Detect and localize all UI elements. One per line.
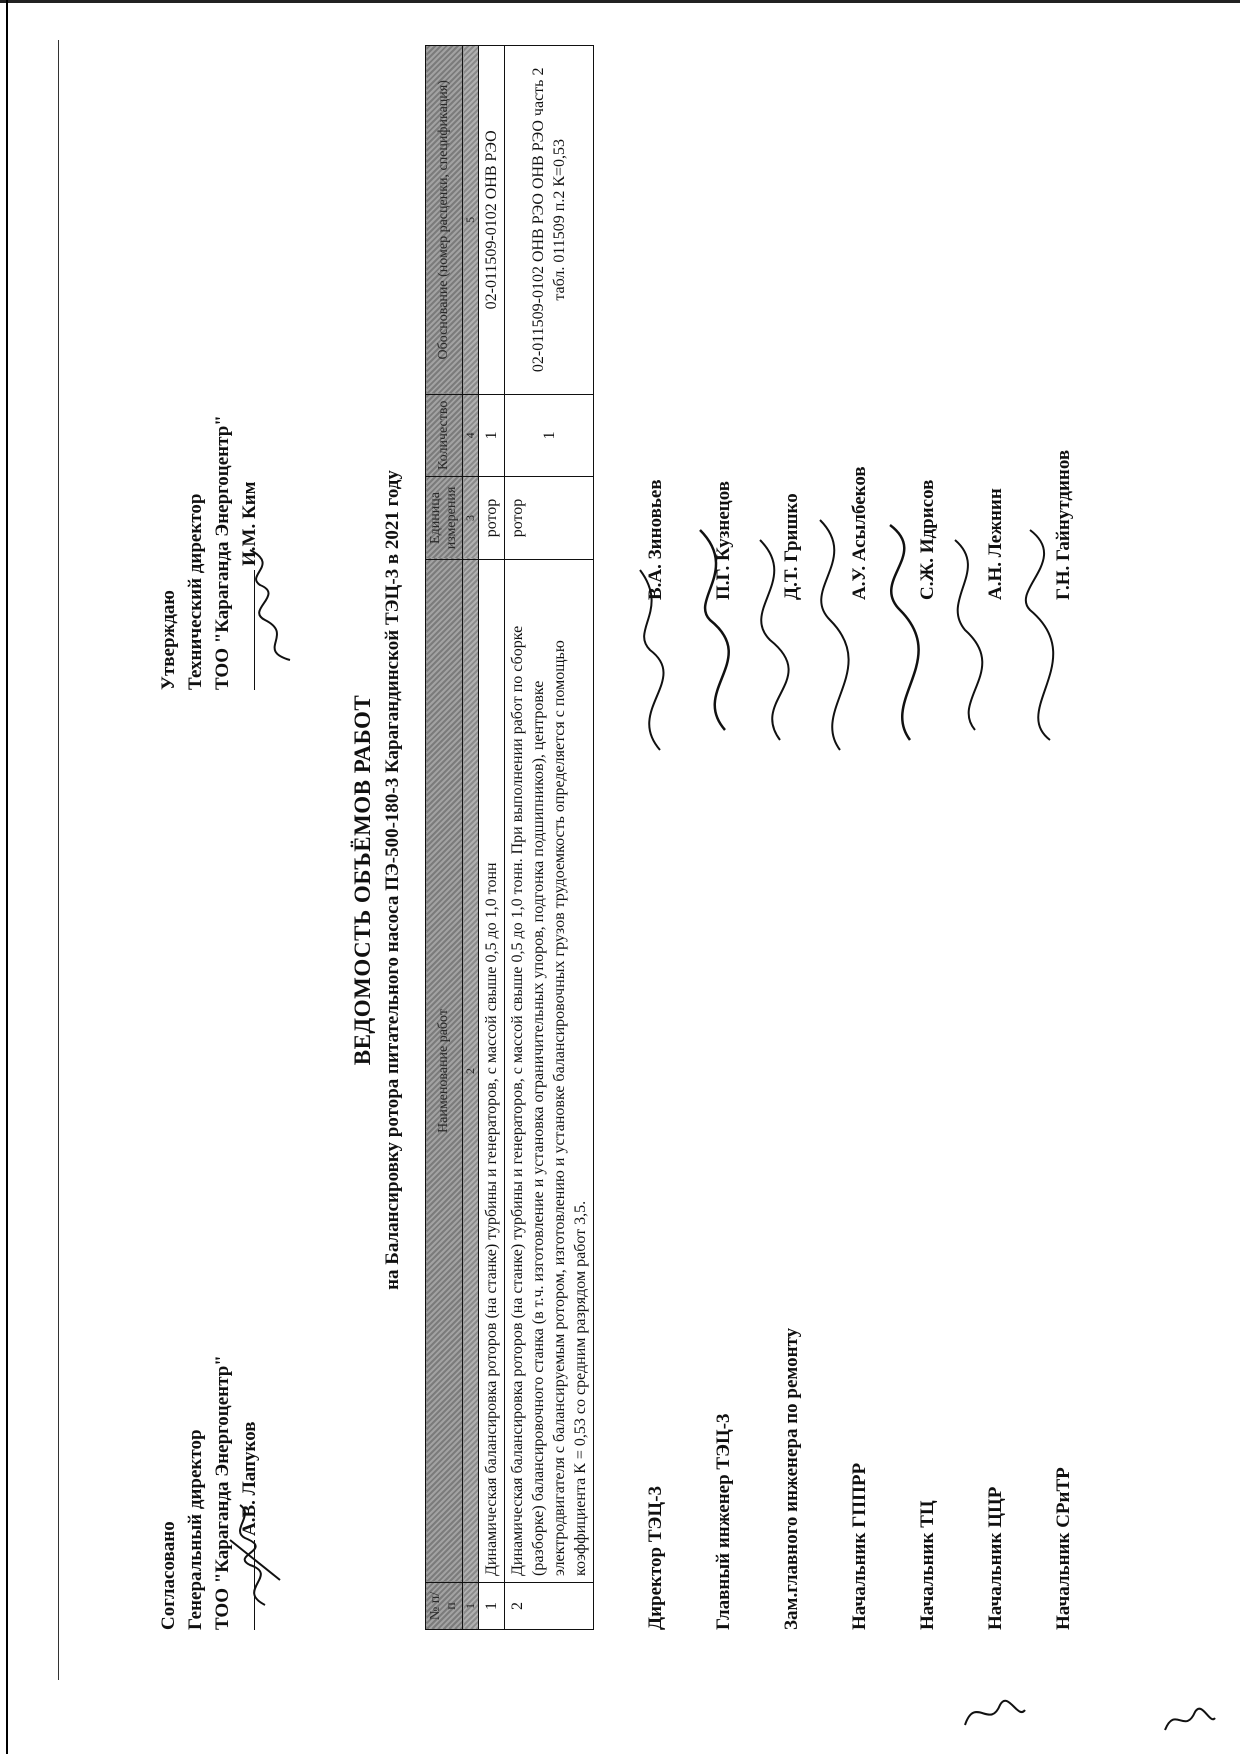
header-number: 2: [463, 560, 479, 1583]
row-name: Динамическая балансировка роторов (на станке) турбины и генераторов, с массой свыше 0,5 до 1,0 тонн: [479, 560, 505, 1583]
signer-position: Начальник СРиТР: [1053, 1467, 1074, 1630]
header-name: Наименование работ: [426, 560, 463, 1583]
header-unit: Единица измерения: [426, 477, 463, 560]
signer-name: А.У. Асылбеков: [849, 466, 870, 600]
table-row: [505, 46, 594, 1630]
header-number: 4: [463, 394, 479, 476]
signer-row: [625, 130, 693, 1630]
approved-label: Утверждаю: [158, 590, 179, 690]
signer-position: Директор ТЭЦ-3: [645, 1485, 666, 1630]
signer-position: Начальник ЦЦР: [985, 1486, 1006, 1630]
signer-row: [1033, 130, 1101, 1630]
agreed-company: ТОО "Карагандa Энергоцентр": [212, 1355, 233, 1630]
row-num: 2: [505, 1583, 594, 1630]
signers-signatures: [630, 510, 1100, 770]
row-name: Динамическая балансировка роторов (на станке) турбины и генераторов, с массой свыше 0,5 до 1,0 тонн. При выполнении работ по сборке (разборке) балансировочного станка (в т.ч. изготовление и установка ограничительных упоров, подгонка подшипников), центровке электродвигателя с балансируемым ротором, изготовлению и установке балансировочных грузов трудоемкость определяется с помощью коэффициента К = 0,53 со средним разрядом работ 3,5.: [505, 560, 594, 1583]
document-subtitle: на Балансировку ротора питательного насоса ПЭ-500-180-3 Карагандинской ТЭЦ-3 в 2021 году: [382, 470, 403, 1290]
header-number-row: [463, 46, 479, 1630]
signer-position: Главный инженер ТЭЦ-3: [713, 1413, 734, 1630]
scan-edge-top: [0, 0, 1240, 3]
header-qty: Количество: [426, 394, 463, 476]
approved-name: И.М. Ким: [239, 481, 260, 566]
works-table: [425, 45, 594, 1630]
signature-agreed: [225, 1500, 285, 1610]
signer-position: Зам.главного инженера по ремонту: [781, 1327, 802, 1630]
agreed-position: Генеральный директор: [185, 1429, 206, 1630]
signer-name: А.Н. Лежнин: [985, 488, 1006, 600]
row-unit: ротор: [479, 477, 505, 560]
header-number: 3: [463, 477, 479, 560]
row-qty: 1: [479, 394, 505, 476]
signer-row: [829, 130, 897, 1630]
initials-mark: [960, 1690, 1030, 1735]
signer-row: [761, 130, 829, 1630]
initials-mark: [1160, 1700, 1220, 1740]
document-title: ВЕДОМОСТЬ ОБЪЁМОВ РАБОТ: [350, 694, 375, 1066]
row-justification: 02-011509-0102 ОНВ РЭО: [479, 46, 505, 395]
header-number: 1: [463, 1583, 479, 1630]
rotated-document-sheet: [40, 60, 1210, 1700]
signature-approved: [245, 545, 305, 665]
agreed-label: Согласовано: [158, 1521, 179, 1630]
signer-row: [897, 130, 965, 1630]
header-justification: Обоснование (номер расценки, спецификация): [426, 46, 463, 395]
signers-list: [625, 130, 1101, 1630]
signer-name: Д.Т. Гришко: [781, 493, 802, 600]
table-row: [479, 46, 505, 1630]
signer-name: С.Ж. Идрисов: [917, 479, 938, 600]
scan-edge-left: [6, 0, 8, 1754]
signer-row: [693, 130, 761, 1630]
agreed-name: А.В. Лапуков: [239, 1421, 260, 1536]
signer-row: [965, 130, 1033, 1630]
approved-company: ТОО "Караганда Энергоцентр": [212, 415, 233, 690]
row-justification: 02-011509-0102 ОНВ РЭО ОНВ РЭО часть 2 табл. 011509 п.2 К=0,53: [505, 46, 594, 395]
row-num: 1: [479, 1583, 505, 1630]
row-unit: ротор: [505, 477, 594, 560]
header-number: 5: [463, 46, 479, 395]
approved-position: Технический директор: [185, 493, 206, 690]
signer-name: В.А. Зиновьев: [645, 479, 666, 600]
signer-position: Начальник ТЦ: [917, 1500, 938, 1630]
row-qty: 1: [505, 394, 594, 476]
header-num: № п/п: [426, 1583, 463, 1630]
signer-position: Начальник ГППРР: [849, 1462, 870, 1630]
signer-name: Г.Н. Гайнутдинов: [1053, 449, 1074, 600]
signer-name: П.Г. Кузнецов: [713, 480, 734, 600]
